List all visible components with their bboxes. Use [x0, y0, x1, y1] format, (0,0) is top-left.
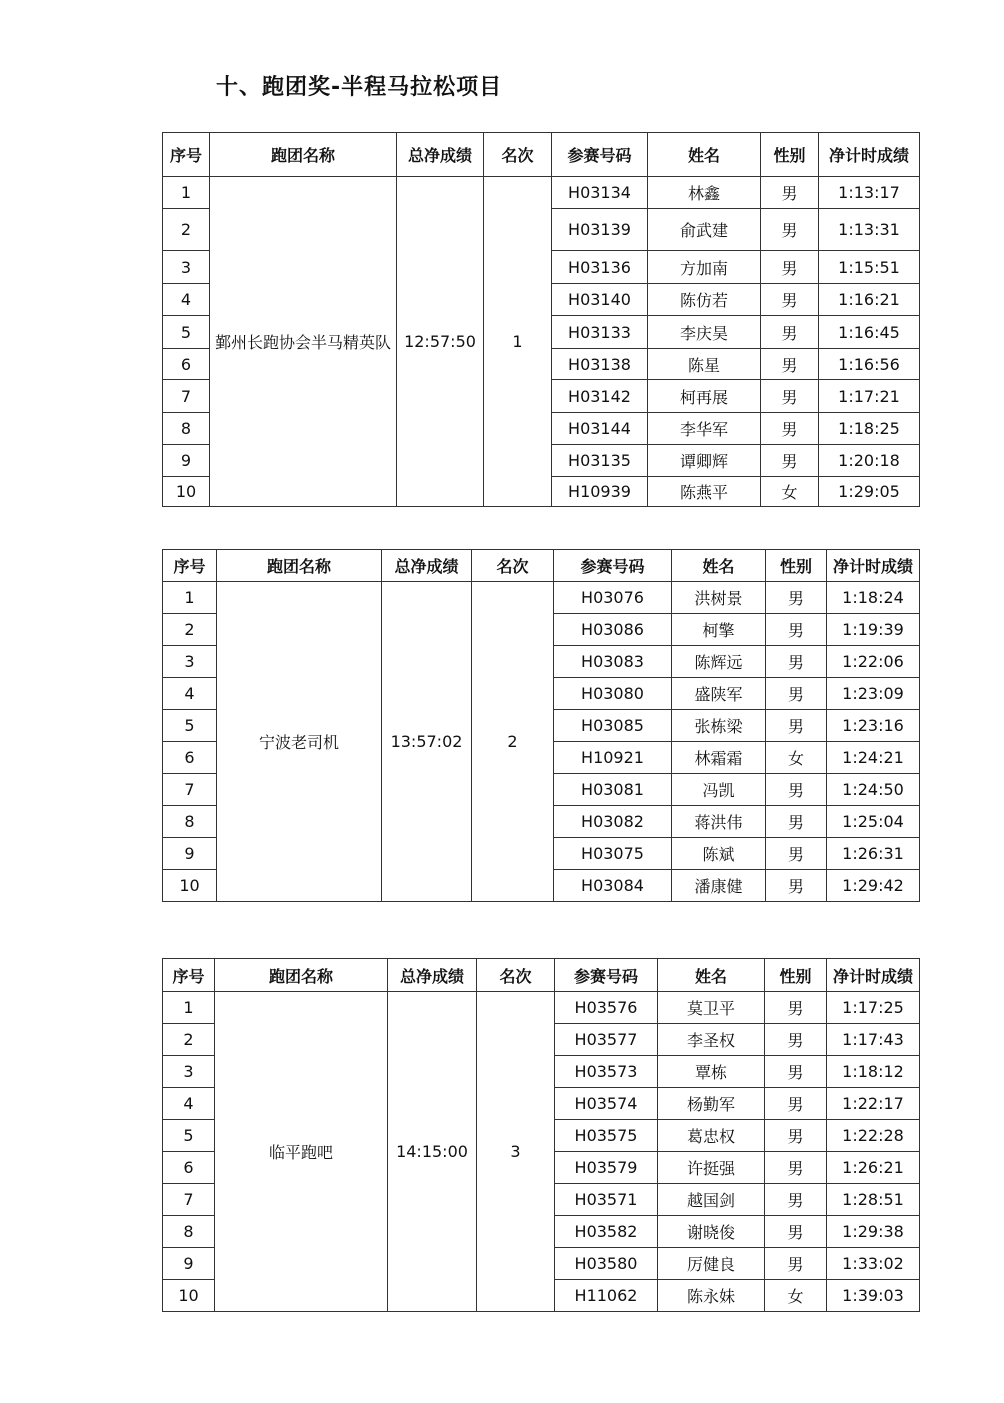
row-no: 2 — [163, 614, 217, 646]
table-header-row — [163, 133, 920, 177]
row-name: 洪树景 — [672, 582, 766, 614]
row-bib: H03075 — [554, 838, 672, 870]
row-name: 李圣权 — [658, 1024, 765, 1056]
row-bib: H03138 — [552, 349, 648, 380]
row-bib: H03081 — [554, 774, 672, 806]
row-time: 1:25:04 — [827, 806, 920, 838]
row-bib: H03577 — [555, 1024, 658, 1056]
row-bib: H03575 — [555, 1120, 658, 1152]
row-no: 7 — [163, 380, 210, 413]
row-bib: H03083 — [554, 646, 672, 678]
row-gender: 男 — [765, 1024, 827, 1056]
row-bib: H03140 — [552, 284, 648, 316]
row-gender: 男 — [766, 646, 827, 678]
row-gender: 男 — [766, 678, 827, 710]
row-no: 9 — [163, 1248, 215, 1280]
row-no: 3 — [163, 1056, 215, 1088]
row-gender: 男 — [765, 992, 827, 1024]
row-time: 1:16:45 — [819, 316, 920, 349]
row-name: 陈辉远 — [672, 646, 766, 678]
row-gender: 男 — [765, 1120, 827, 1152]
row-name: 谭卿辉 — [648, 445, 761, 477]
row-no: 8 — [163, 413, 210, 445]
row-name: 林霜霜 — [672, 742, 766, 774]
table-header-row — [163, 959, 920, 992]
row-bib: H03574 — [555, 1088, 658, 1120]
row-gender: 男 — [761, 380, 819, 413]
row-name: 方加南 — [648, 251, 761, 284]
row-gender: 男 — [765, 1088, 827, 1120]
header-name: 姓名 — [658, 959, 765, 992]
row-time: 1:23:09 — [827, 678, 920, 710]
row-gender: 男 — [766, 582, 827, 614]
row-name: 陈仿若 — [648, 284, 761, 316]
row-bib: H03084 — [554, 870, 672, 902]
row-no: 4 — [163, 1088, 215, 1120]
row-gender: 男 — [765, 1248, 827, 1280]
row-time: 1:13:31 — [819, 209, 920, 251]
row-bib: H11062 — [555, 1280, 658, 1312]
table-row — [163, 177, 920, 209]
row-name: 陈星 — [648, 349, 761, 380]
header-no: 序号 — [163, 959, 215, 992]
row-name: 葛忠权 — [658, 1120, 765, 1152]
row-no: 5 — [163, 710, 217, 742]
row-gender: 男 — [766, 838, 827, 870]
row-time: 1:29:05 — [819, 477, 920, 507]
total-time: 12:57:50 — [397, 177, 484, 507]
row-gender: 男 — [761, 413, 819, 445]
row-gender: 男 — [761, 349, 819, 380]
row-name: 蒋洪伟 — [672, 806, 766, 838]
row-name: 杨勤军 — [658, 1088, 765, 1120]
header-total: 总净成绩 — [382, 550, 472, 582]
row-no: 7 — [163, 774, 217, 806]
row-bib: H10939 — [552, 477, 648, 507]
row-no: 4 — [163, 284, 210, 316]
row-time: 1:22:06 — [827, 646, 920, 678]
row-bib: H03086 — [554, 614, 672, 646]
row-no: 2 — [163, 1024, 215, 1056]
row-time: 1:17:25 — [827, 992, 920, 1024]
row-time: 1:18:24 — [827, 582, 920, 614]
row-bib: H03135 — [552, 445, 648, 477]
row-no: 1 — [163, 177, 210, 209]
row-time: 1:24:21 — [827, 742, 920, 774]
row-no: 9 — [163, 838, 217, 870]
header-rank: 名次 — [472, 550, 554, 582]
row-bib: H03144 — [552, 413, 648, 445]
club-name: 宁波老司机 — [217, 582, 382, 902]
row-time: 1:18:12 — [827, 1056, 920, 1088]
row-name: 盛陕军 — [672, 678, 766, 710]
row-bib: H03082 — [554, 806, 672, 838]
row-time: 1:13:17 — [819, 177, 920, 209]
row-gender: 男 — [766, 774, 827, 806]
row-bib: H03076 — [554, 582, 672, 614]
team-rank: 1 — [484, 177, 552, 507]
row-bib: H03579 — [555, 1152, 658, 1184]
row-gender: 男 — [765, 1184, 827, 1216]
total-time: 13:57:02 — [382, 582, 472, 902]
row-name: 潘康健 — [672, 870, 766, 902]
row-time: 1:28:51 — [827, 1184, 920, 1216]
row-no: 5 — [163, 316, 210, 349]
row-time: 1:15:51 — [819, 251, 920, 284]
row-name: 莫卫平 — [658, 992, 765, 1024]
row-name: 张栋梁 — [672, 710, 766, 742]
row-time: 1:22:28 — [827, 1120, 920, 1152]
row-gender: 男 — [761, 209, 819, 251]
row-time: 1:17:21 — [819, 380, 920, 413]
row-bib: H03576 — [555, 992, 658, 1024]
row-no: 8 — [163, 1216, 215, 1248]
row-bib: H10921 — [554, 742, 672, 774]
header-club: 跑团名称 — [215, 959, 388, 992]
header-no: 序号 — [163, 550, 217, 582]
row-no: 4 — [163, 678, 217, 710]
row-time: 1:19:39 — [827, 614, 920, 646]
team-rank: 3 — [477, 992, 555, 1312]
row-bib: H03134 — [552, 177, 648, 209]
header-time: 净计时成绩 — [819, 133, 920, 177]
header-rank: 名次 — [477, 959, 555, 992]
row-no: 1 — [163, 992, 215, 1024]
row-gender: 男 — [765, 1152, 827, 1184]
row-gender: 男 — [765, 1216, 827, 1248]
header-gender: 性别 — [761, 133, 819, 177]
team-table-3 — [162, 958, 920, 1312]
row-no: 2 — [163, 209, 210, 251]
row-bib: H03080 — [554, 678, 672, 710]
header-bib: 参赛号码 — [555, 959, 658, 992]
row-bib: H03133 — [552, 316, 648, 349]
row-time: 1:20:18 — [819, 445, 920, 477]
row-name: 厉健良 — [658, 1248, 765, 1280]
row-no: 6 — [163, 349, 210, 380]
row-time: 1:33:02 — [827, 1248, 920, 1280]
table-row — [163, 992, 920, 1024]
row-name: 许挺强 — [658, 1152, 765, 1184]
header-name: 姓名 — [648, 133, 761, 177]
row-no: 1 — [163, 582, 217, 614]
row-gender: 男 — [761, 177, 819, 209]
row-bib: H03139 — [552, 209, 648, 251]
row-time: 1:17:43 — [827, 1024, 920, 1056]
row-name: 李庆昊 — [648, 316, 761, 349]
row-name: 覃栋 — [658, 1056, 765, 1088]
row-time: 1:29:38 — [827, 1216, 920, 1248]
row-gender: 男 — [761, 445, 819, 477]
row-gender: 男 — [766, 614, 827, 646]
row-name: 柯再展 — [648, 380, 761, 413]
header-gender: 性别 — [766, 550, 827, 582]
header-club: 跑团名称 — [217, 550, 382, 582]
row-name: 林鑫 — [648, 177, 761, 209]
row-bib: H03573 — [555, 1056, 658, 1088]
header-rank: 名次 — [484, 133, 552, 177]
team-table-1 — [162, 132, 920, 507]
row-bib: H03142 — [552, 380, 648, 413]
row-time: 1:18:25 — [819, 413, 920, 445]
club-name: 临平跑吧 — [215, 992, 388, 1312]
row-bib: H03571 — [555, 1184, 658, 1216]
row-bib: H03580 — [555, 1248, 658, 1280]
header-time: 净计时成绩 — [827, 550, 920, 582]
row-name: 谢晓俊 — [658, 1216, 765, 1248]
row-bib: H03582 — [555, 1216, 658, 1248]
row-no: 8 — [163, 806, 217, 838]
header-club: 跑团名称 — [210, 133, 397, 177]
row-name: 柯擎 — [672, 614, 766, 646]
header-total: 总净成绩 — [388, 959, 477, 992]
row-gender: 男 — [766, 806, 827, 838]
row-no: 7 — [163, 1184, 215, 1216]
row-name: 越国剑 — [658, 1184, 765, 1216]
row-no: 10 — [163, 1280, 215, 1312]
team-rank: 2 — [472, 582, 554, 902]
header-gender: 性别 — [765, 959, 827, 992]
row-gender: 男 — [761, 316, 819, 349]
header-no: 序号 — [163, 133, 210, 177]
row-bib: H03136 — [552, 251, 648, 284]
row-time: 1:23:16 — [827, 710, 920, 742]
row-gender: 男 — [761, 284, 819, 316]
table-row — [163, 582, 920, 614]
row-gender: 男 — [766, 870, 827, 902]
row-gender: 女 — [761, 477, 819, 507]
row-time: 1:26:31 — [827, 838, 920, 870]
row-no: 10 — [163, 870, 217, 902]
row-time: 1:26:21 — [827, 1152, 920, 1184]
row-name: 陈燕平 — [648, 477, 761, 507]
row-no: 9 — [163, 445, 210, 477]
table-header-row — [163, 550, 920, 582]
row-no: 6 — [163, 742, 217, 774]
row-gender: 男 — [761, 251, 819, 284]
row-no: 5 — [163, 1120, 215, 1152]
row-gender: 女 — [765, 1280, 827, 1312]
header-total: 总净成绩 — [397, 133, 484, 177]
row-name: 陈斌 — [672, 838, 766, 870]
row-gender: 男 — [765, 1056, 827, 1088]
row-time: 1:29:42 — [827, 870, 920, 902]
header-bib: 参赛号码 — [554, 550, 672, 582]
row-time: 1:16:21 — [819, 284, 920, 316]
row-no: 10 — [163, 477, 210, 507]
row-name: 陈永妹 — [658, 1280, 765, 1312]
row-no: 3 — [163, 646, 217, 678]
row-name: 冯凯 — [672, 774, 766, 806]
row-name: 俞武建 — [648, 209, 761, 251]
row-name: 李华军 — [648, 413, 761, 445]
header-bib: 参赛号码 — [552, 133, 648, 177]
row-time: 1:22:17 — [827, 1088, 920, 1120]
row-no: 3 — [163, 251, 210, 284]
total-time: 14:15:00 — [388, 992, 477, 1312]
row-time: 1:24:50 — [827, 774, 920, 806]
row-gender: 女 — [766, 742, 827, 774]
row-time: 1:16:56 — [819, 349, 920, 380]
team-table-2 — [162, 549, 920, 902]
club-name: 鄞州长跑协会半马精英队 — [210, 177, 397, 507]
row-time: 1:39:03 — [827, 1280, 920, 1312]
row-gender: 男 — [766, 710, 827, 742]
row-no: 6 — [163, 1152, 215, 1184]
page-title: 十、跑团奖-半程马拉松项目 — [216, 75, 503, 100]
row-bib: H03085 — [554, 710, 672, 742]
header-name: 姓名 — [672, 550, 766, 582]
header-time: 净计时成绩 — [827, 959, 920, 992]
